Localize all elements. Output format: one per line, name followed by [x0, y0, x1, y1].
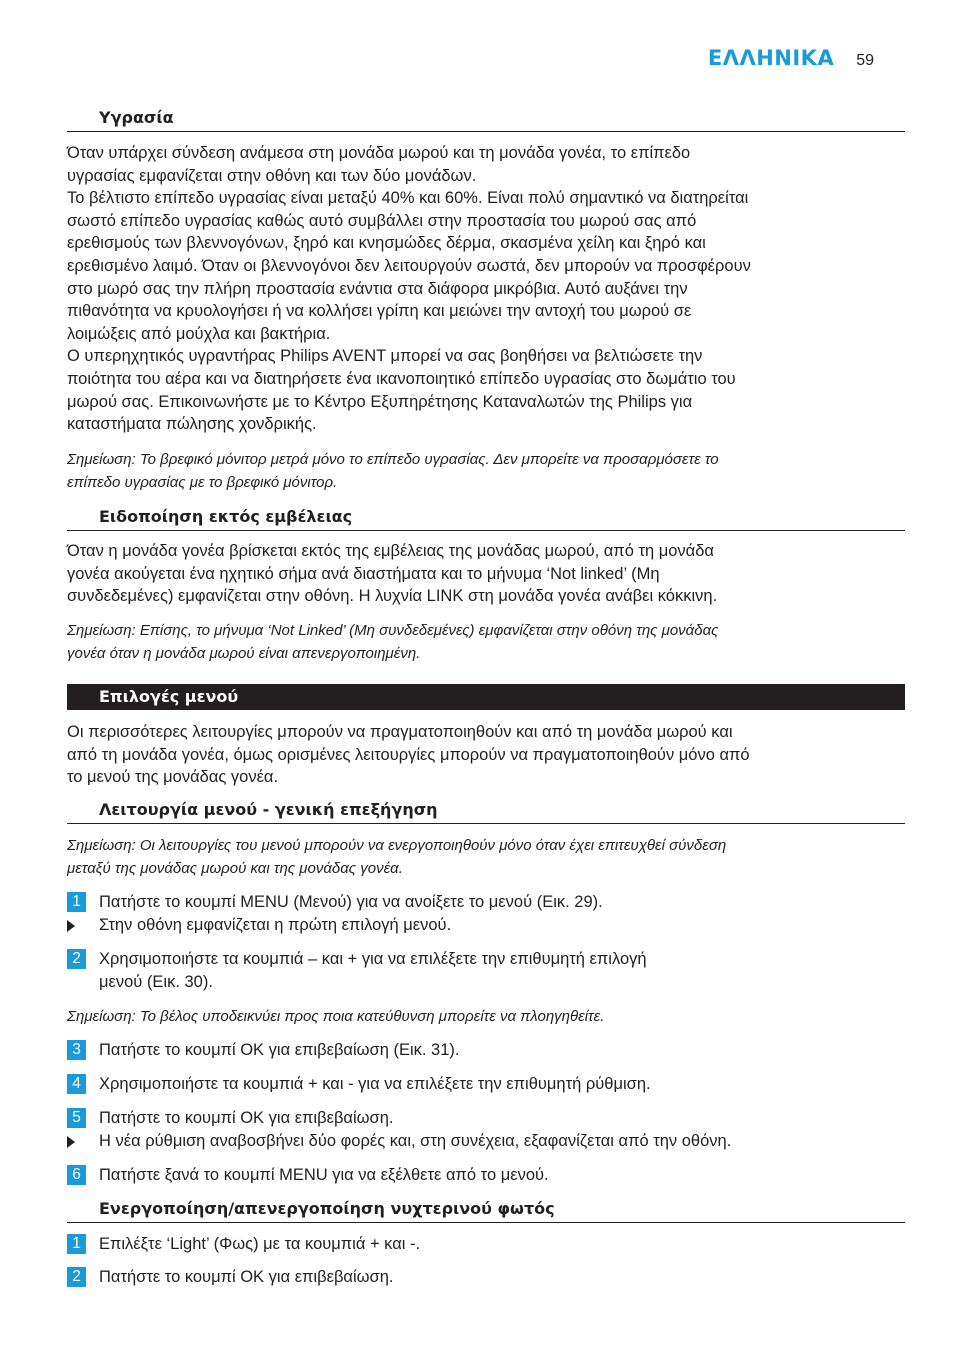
night-light-step-2	[67, 1266, 873, 1289]
step-number-badge: 2	[67, 1267, 86, 1287]
step-1-result	[67, 914, 873, 937]
step-1	[67, 891, 873, 914]
step-text: Πατήστε ξανά το κουμπί MENU για να εξέλθετε από το μενού.	[99, 1166, 549, 1184]
step-3	[67, 1039, 873, 1062]
humidity-note: Σημείωση: Το βρεφικό μόνιτορ μετρά μόνο το επίπεδο υγρασίας. Δεν μπορείτε να προσαρμόσετε το επίπεδο υγρασίας με το βρεφικό μόνιτορ.	[67, 451, 719, 491]
result-arrow-icon	[67, 1130, 99, 1148]
step-number-badge: 2	[67, 949, 86, 969]
step-number-badge: 5	[67, 1108, 86, 1128]
step-text: Χρησιμοποιήστε τα κουμπιά – και + για να επιλέξετε την επιθυμητή επιλογή μενού (Εικ. 30).	[99, 950, 647, 991]
heading-menu-options: Επιλογές μενού	[67, 684, 905, 710]
step-number-badge: 6	[67, 1165, 86, 1185]
out-of-range-note: Σημείωση: Επίσης, το μήνυμα ‘Not Linked’ (Μη συνδεδεμένες) εμφανίζεται στην οθόνη της μονάδας γονέα όταν η μονάδα μωρού είναι απενεργοποιημένη.	[67, 622, 719, 662]
heading-humidity: Υγρασία	[67, 108, 905, 132]
arrow-note: Σημείωση: Το βέλος υποδεικνύει προς ποια κατεύθυνση μπορείτε να πλοηγηθείτε.	[67, 1008, 605, 1025]
humidity-paragraph: Όταν υπάρχει σύνδεση ανάμεσα στη μονάδα μωρού και τη μονάδα γονέα, το επίπεδο υγρασίας εμφανίζεται στην οθόνη και των δύο μονάδων. Το βέλτιστο επίπεδο υγρασίας είναι μεταξύ 40% και 60%. Είναι πολύ σημαντικό να διατηρείται σωστό επίπεδο υγρασίας καθώς αυτό συμβάλλει στην προστασία του μωρού σας από ερεθισμούς των βλεννογόνων, ξηρό και κνησμώδες δέρμα, σκασμένα χείλη και ξηρό και ερεθισμένο λαιμό. Όταν οι βλεννογόνοι δεν λειτουργούν σωστά, δεν μπορούν να προσφέρουν στο μωρό σας την πλήρη προστασία ενάντια στα διάφορα μικρόβια. Αυτό αυξάνει την πιθανότητα να κρυολογήσει ή να κολλήσει γρίπη και μειώνει την αντοχή του μωρού σε λοιμώξεις από μούχλα και βακτήρια. Ο υπερηχητικός υγραντήρας Philips AVENT μπορεί να σας βοηθήσει να βελτιώσετε την ποιότητα του αέρα και να διατηρήσετε ένα ικανοποιητικό επίπεδο υγρασίας στο δωμάτιο του μωρού σας. Επικοινωνήστε με το Κέντρο Εξυπηρέτησης Καταναλωτών της Philips για καταστήματα πώλησης χονδρικής.	[67, 144, 751, 434]
result-arrow-icon	[67, 914, 99, 932]
menu-options-paragraph: Οι περισσότερες λειτουργίες μπορούν να πραγματοποιηθούν και από τη μονάδα μωρού και από τη μονάδα γονέα, όμως ορισμένες λειτουργίες μπορούν να πραγματοποιηθούν μόνο από το μενού της μονάδας γονέα.	[67, 723, 750, 787]
heading-night-light: Ενεργοποίηση/απενεργοποίηση νυχτερινού φωτός	[67, 1199, 905, 1223]
language-label: ΕΛΛΗΝΙΚΑ	[707, 46, 835, 70]
step-number-badge: 4	[67, 1074, 86, 1094]
step-5	[67, 1107, 873, 1130]
step-number-badge: 1	[67, 892, 86, 912]
step-text: Πατήστε το κουμπί OK για επιβεβαίωση.	[99, 1268, 394, 1286]
step-text: Πατήστε το κουμπί OK για επιβεβαίωση.	[99, 1109, 394, 1127]
step-6	[67, 1164, 873, 1187]
step-text: Επιλέξτε ‘Light’ (Φως) με τα κουμπιά + και -.	[99, 1235, 421, 1253]
night-light-step-1	[67, 1233, 873, 1256]
step-text: Πατήστε το κουμπί MENU (Μενού) για να ανοίξετε το μενού (Εικ. 29).	[99, 893, 603, 911]
step-5-result	[67, 1130, 873, 1153]
page-header	[708, 46, 874, 70]
page-number: 59	[856, 52, 874, 69]
heading-out-of-range: Ειδοποίηση εκτός εμβέλειας	[67, 507, 905, 531]
result-text: Στην οθόνη εμφανίζεται η πρώτη επιλογή μενού.	[99, 916, 452, 934]
step-number-badge: 3	[67, 1040, 86, 1060]
step-text: Πατήστε το κουμπί OK για επιβεβαίωση (Εικ. 31).	[99, 1041, 460, 1059]
out-of-range-paragraph: Όταν η μονάδα γονέα βρίσκεται εκτός της εμβέλειας της μονάδας μωρού, από τη μονάδα γονέα ακούγεται ένα ηχητικό σήμα ανά διαστήματα και το μήνυμα ‘Not linked’ (Μη συνδεδεμένες) εμφανίζεται στην οθόνη. Η λυχνία LINK στη μονάδα γονέα ανάβει κόκκινη.	[67, 542, 718, 606]
menu-general-note: Σημείωση: Οι λειτουργίες του μενού μπορούν να ενεργοποιηθούν μόνο όταν έχει επιτευχθεί σύνδεση μεταξύ της μονάδας μωρού και της μονάδας γονέα.	[67, 837, 727, 877]
step-text: Χρησιμοποιήστε τα κουμπιά + και - για να επιλέξετε την επιθυμητή ρύθμιση.	[99, 1075, 651, 1093]
step-2	[67, 948, 873, 993]
step-number-badge: 1	[67, 1234, 86, 1254]
heading-menu-general: Λειτουργία μενού - γενική επεξήγηση	[67, 800, 905, 824]
step-4	[67, 1073, 873, 1096]
result-text: Η νέα ρύθμιση αναβοσβήνει δύο φορές και, στη συνέχεια, εξαφανίζεται από την οθόνη.	[99, 1132, 732, 1150]
